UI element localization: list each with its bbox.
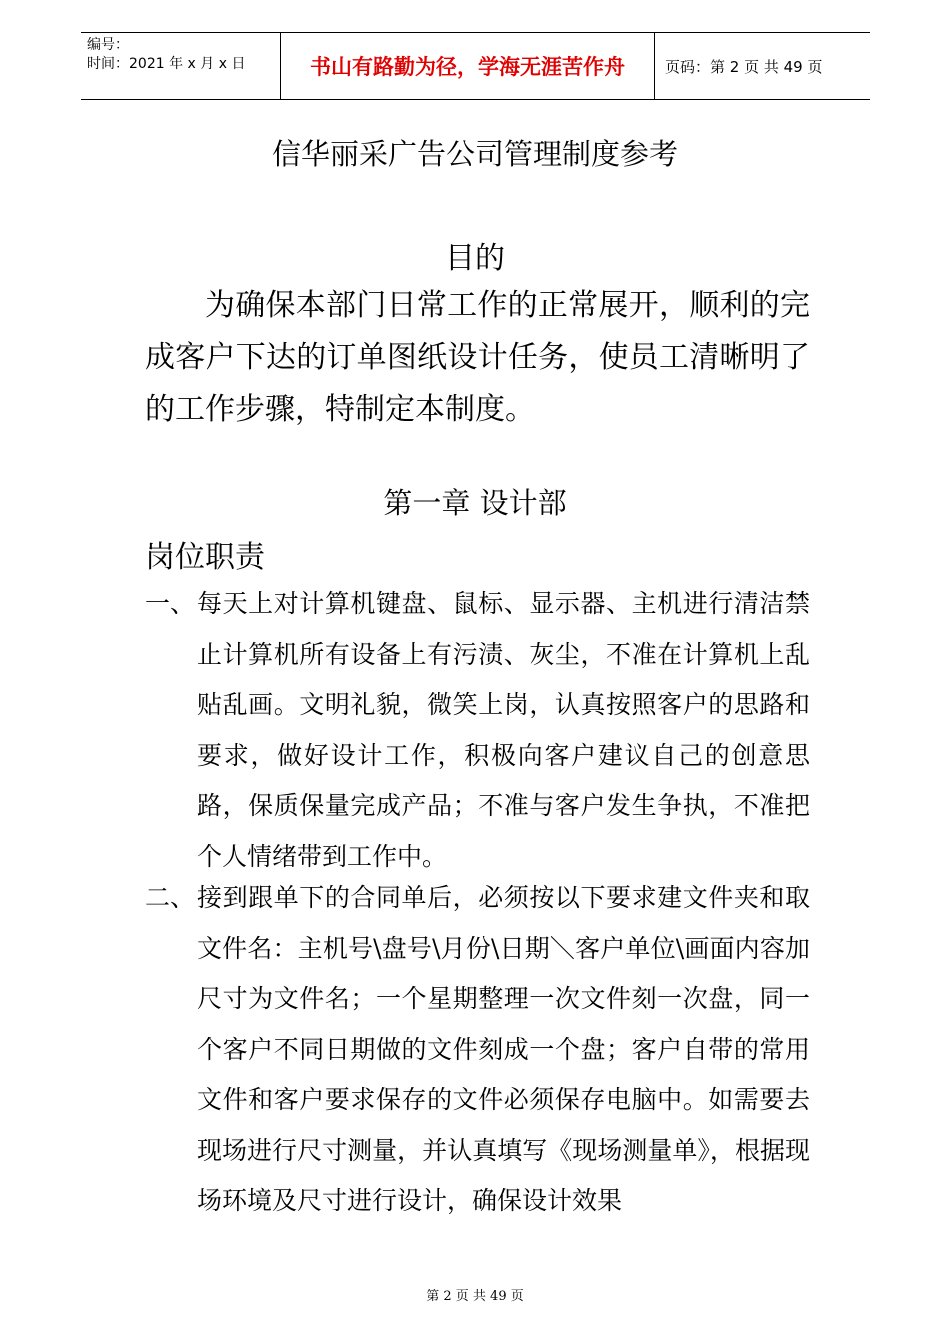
list-item <box>145 579 810 882</box>
code-label: 编号： <box>87 37 129 53</box>
document-title: 信华丽采广告公司管理制度参考 <box>271 137 678 171</box>
header-motto: 书山有路勤为径，学海无涯苦作舟 <box>281 33 655 99</box>
item-text: 每天上对计算机键盘、鼠标、显示器、主机进行清洁禁止计算机所有设备上有污渍、灰尘，不准在计算机上乱贴乱画。文明礼貌，微笑上岗，认真按照客户的思路和要求，做好设计工作，积极向客户建议自己的创意思路，保质保量完成产品；不准与客户发生争执，不准把个人情绪带到工作中。 <box>197 589 810 871</box>
chapter-heading: 第一章 设计部 <box>383 486 567 520</box>
purpose-paragraph: 为确保本部门日常工作的正常展开，顺利的完成客户下达的订单图纸设计任务，使员工清晰明了的工作步骤，特制定本制度。 <box>145 288 810 427</box>
item-number: 二、 <box>145 883 196 912</box>
page-footer: 第 2 页 共 49 页 <box>426 1289 524 1304</box>
section-heading: 岗位职责 <box>145 540 265 575</box>
header-meta <box>81 33 281 99</box>
header-table <box>81 32 870 100</box>
purpose-heading: 目的 <box>445 241 505 276</box>
time-label: 时间：2021 年 x 月 x 日 <box>87 56 246 72</box>
item-text: 接到跟单下的合同单后，必须按以下要求建文件夹和取文件名：主机号\盘号\月份\日期＼客户单位\画面内容加尺寸为文件名；一个星期整理一次文件刻一次盘，同一个客户不同日期做的文件刻成一个盘；客户自带的常用文件和客户要求保存的文件必须保存电脑中。如需要去现场进行尺寸测量，并认真填写《现场测量单》，根据现场环境及尺寸进行设计，确保设计效果 <box>197 883 810 1215</box>
list-item <box>145 873 810 1227</box>
item-number: 一、 <box>145 589 196 618</box>
header-page-info: 页码：第 2 页 共 49 页 <box>665 57 823 76</box>
